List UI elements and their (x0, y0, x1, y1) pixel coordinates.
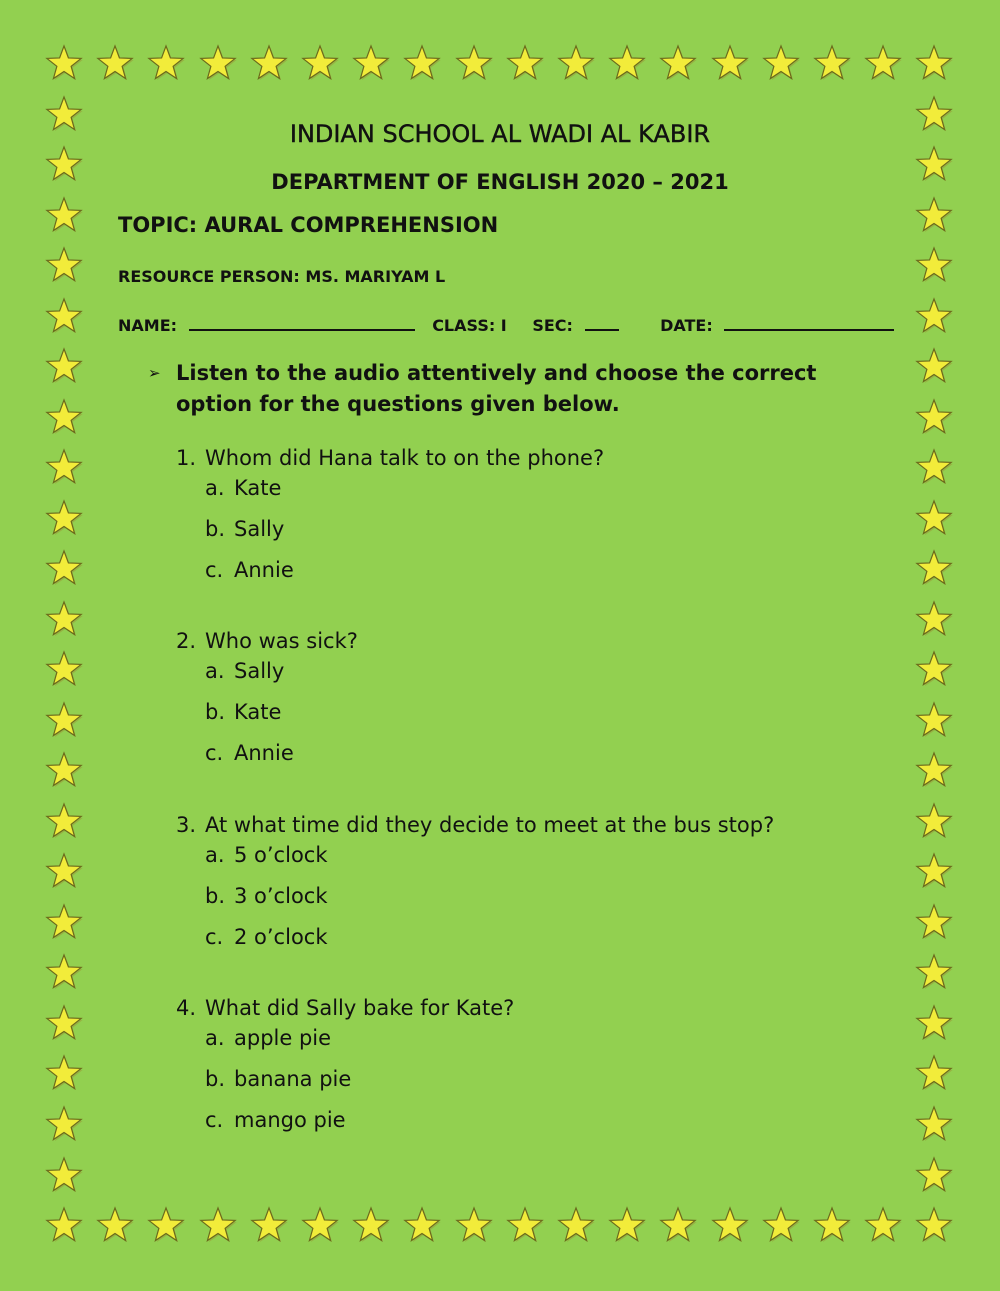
answer-option[interactable] (205, 738, 358, 768)
star-icon (454, 43, 494, 83)
star-icon (454, 1205, 494, 1245)
option-text: Kate (234, 700, 282, 724)
star-icon (914, 599, 954, 639)
star-icon (914, 700, 954, 740)
instruction-text: Listen to the audio attentively and choose the correct option for the questions given below. (176, 361, 817, 416)
question-text-line (176, 993, 514, 1023)
star-icon (914, 397, 954, 437)
question-number: 2. (176, 629, 197, 653)
star-icon (146, 1205, 186, 1245)
star-icon (44, 1104, 84, 1144)
star-icon (95, 1205, 135, 1245)
answer-option[interactable] (205, 1105, 514, 1135)
star-icon (44, 599, 84, 639)
star-icon (300, 43, 340, 83)
answer-option[interactable] (205, 697, 358, 727)
option-text: Sally (234, 517, 285, 541)
star-icon (710, 43, 750, 83)
arrow-bullet-icon: ➢ (148, 364, 161, 382)
option-text: Sally (234, 659, 285, 683)
answer-option[interactable] (205, 555, 604, 585)
star-icon (44, 649, 84, 689)
star-icon (914, 195, 954, 235)
star-icon (44, 195, 84, 235)
name-blank[interactable] (189, 313, 415, 331)
star-icon (44, 346, 84, 386)
star-icon (914, 649, 954, 689)
question-text: What did Sally bake for Kate? (205, 996, 515, 1020)
option-letter: a. (205, 1026, 225, 1050)
option-letter: c. (205, 1108, 224, 1132)
star-icon (863, 1205, 903, 1245)
star-icon (761, 1205, 801, 1245)
star-icon (44, 447, 84, 487)
star-icon (607, 1205, 647, 1245)
star-icon (556, 43, 596, 83)
star-icon (914, 1205, 954, 1245)
option-letter: c. (205, 741, 224, 765)
option-text: Kate (234, 476, 282, 500)
star-icon (44, 1003, 84, 1043)
star-icon (914, 1104, 954, 1144)
star-icon (44, 296, 84, 336)
answer-option[interactable] (205, 1064, 514, 1094)
answer-option[interactable] (205, 922, 774, 952)
option-letter: b. (205, 884, 226, 908)
option-letter: c. (205, 558, 224, 582)
star-icon (914, 1155, 954, 1195)
star-icon (44, 498, 84, 538)
star-icon (812, 43, 852, 83)
option-text: 2 o’clock (234, 925, 328, 949)
star-icon (198, 1205, 238, 1245)
star-icon (914, 851, 954, 891)
star-icon (44, 43, 84, 83)
star-icon (812, 1205, 852, 1245)
star-icon (863, 43, 903, 83)
star-icon (44, 952, 84, 992)
star-icon (556, 1205, 596, 1245)
answer-option[interactable] (205, 1023, 514, 1053)
option-text: 3 o’clock (234, 884, 328, 908)
instruction (148, 358, 888, 420)
department-title: DEPARTMENT OF ENGLISH 2020 – 2021 (271, 170, 729, 194)
class-label: CLASS: I (432, 316, 507, 335)
star-icon (658, 43, 698, 83)
star-icon (44, 750, 84, 790)
star-icon (146, 43, 186, 83)
star-icon (914, 1003, 954, 1043)
star-icon (914, 750, 954, 790)
option-letter: a. (205, 476, 225, 500)
answer-option[interactable] (205, 881, 774, 911)
star-icon (761, 43, 801, 83)
answer-option[interactable] (205, 840, 774, 870)
star-icon (44, 397, 84, 437)
star-icon (914, 43, 954, 83)
option-letter: b. (205, 700, 226, 724)
star-icon (914, 245, 954, 285)
star-icon (44, 700, 84, 740)
question-number: 3. (176, 813, 197, 837)
star-icon (914, 346, 954, 386)
option-text: apple pie (234, 1026, 332, 1050)
option-text: Annie (234, 558, 294, 582)
star-icon (300, 1205, 340, 1245)
question-number: 1. (176, 446, 197, 470)
star-icon (402, 43, 442, 83)
student-info-line (118, 313, 894, 335)
star-icon (44, 851, 84, 891)
star-icon (44, 1155, 84, 1195)
option-letter: a. (205, 843, 225, 867)
question-text-line (176, 810, 774, 840)
option-letter: c. (205, 925, 224, 949)
star-icon (914, 447, 954, 487)
star-icon (44, 1205, 84, 1245)
question-text: At what time did they decide to meet at the bus stop? (205, 813, 775, 837)
date-label: DATE: (660, 316, 713, 335)
answer-option[interactable] (205, 514, 604, 544)
sec-blank[interactable] (585, 313, 619, 331)
star-icon (44, 902, 84, 942)
option-letter: b. (205, 517, 226, 541)
option-text: mango pie (234, 1108, 346, 1132)
sec-label: SEC: (532, 316, 573, 335)
question-2 (176, 626, 358, 768)
date-blank[interactable] (724, 313, 894, 331)
star-icon (95, 43, 135, 83)
star-icon (505, 43, 545, 83)
option-text: 5 o’clock (234, 843, 328, 867)
star-icon (710, 1205, 750, 1245)
star-icon (44, 245, 84, 285)
star-icon (351, 1205, 391, 1245)
question-text: Whom did Hana talk to on the phone? (205, 446, 605, 470)
star-icon (914, 296, 954, 336)
question-3 (176, 810, 774, 952)
resource-person: RESOURCE PERSON: MS. MARIYAM L (118, 267, 446, 286)
star-icon (249, 43, 289, 83)
question-text-line (176, 626, 358, 656)
star-icon (402, 1205, 442, 1245)
question-1 (176, 443, 604, 585)
option-text: banana pie (234, 1067, 352, 1091)
star-icon (505, 1205, 545, 1245)
star-icon (44, 801, 84, 841)
question-text-line (176, 443, 604, 473)
star-icon (44, 548, 84, 588)
question-number: 4. (176, 996, 197, 1020)
star-icon (914, 498, 954, 538)
star-icon (249, 1205, 289, 1245)
option-letter: b. (205, 1067, 226, 1091)
topic-heading: TOPIC: AURAL COMPREHENSION (118, 213, 499, 237)
star-icon (914, 952, 954, 992)
name-label: NAME: (118, 316, 178, 335)
star-icon (914, 1053, 954, 1093)
star-icon (44, 1053, 84, 1093)
question-text: Who was sick? (205, 629, 358, 653)
answer-option[interactable] (205, 473, 604, 503)
star-icon (914, 801, 954, 841)
school-title: INDIAN SCHOOL AL WADI AL KABIR (289, 120, 711, 148)
option-letter: a. (205, 659, 225, 683)
question-4 (176, 993, 514, 1135)
star-icon (658, 1205, 698, 1245)
star-icon (198, 43, 238, 83)
star-icon (914, 548, 954, 588)
option-text: Annie (234, 741, 294, 765)
star-icon (351, 43, 391, 83)
star-icon (607, 43, 647, 83)
answer-option[interactable] (205, 656, 358, 686)
star-icon (914, 902, 954, 942)
